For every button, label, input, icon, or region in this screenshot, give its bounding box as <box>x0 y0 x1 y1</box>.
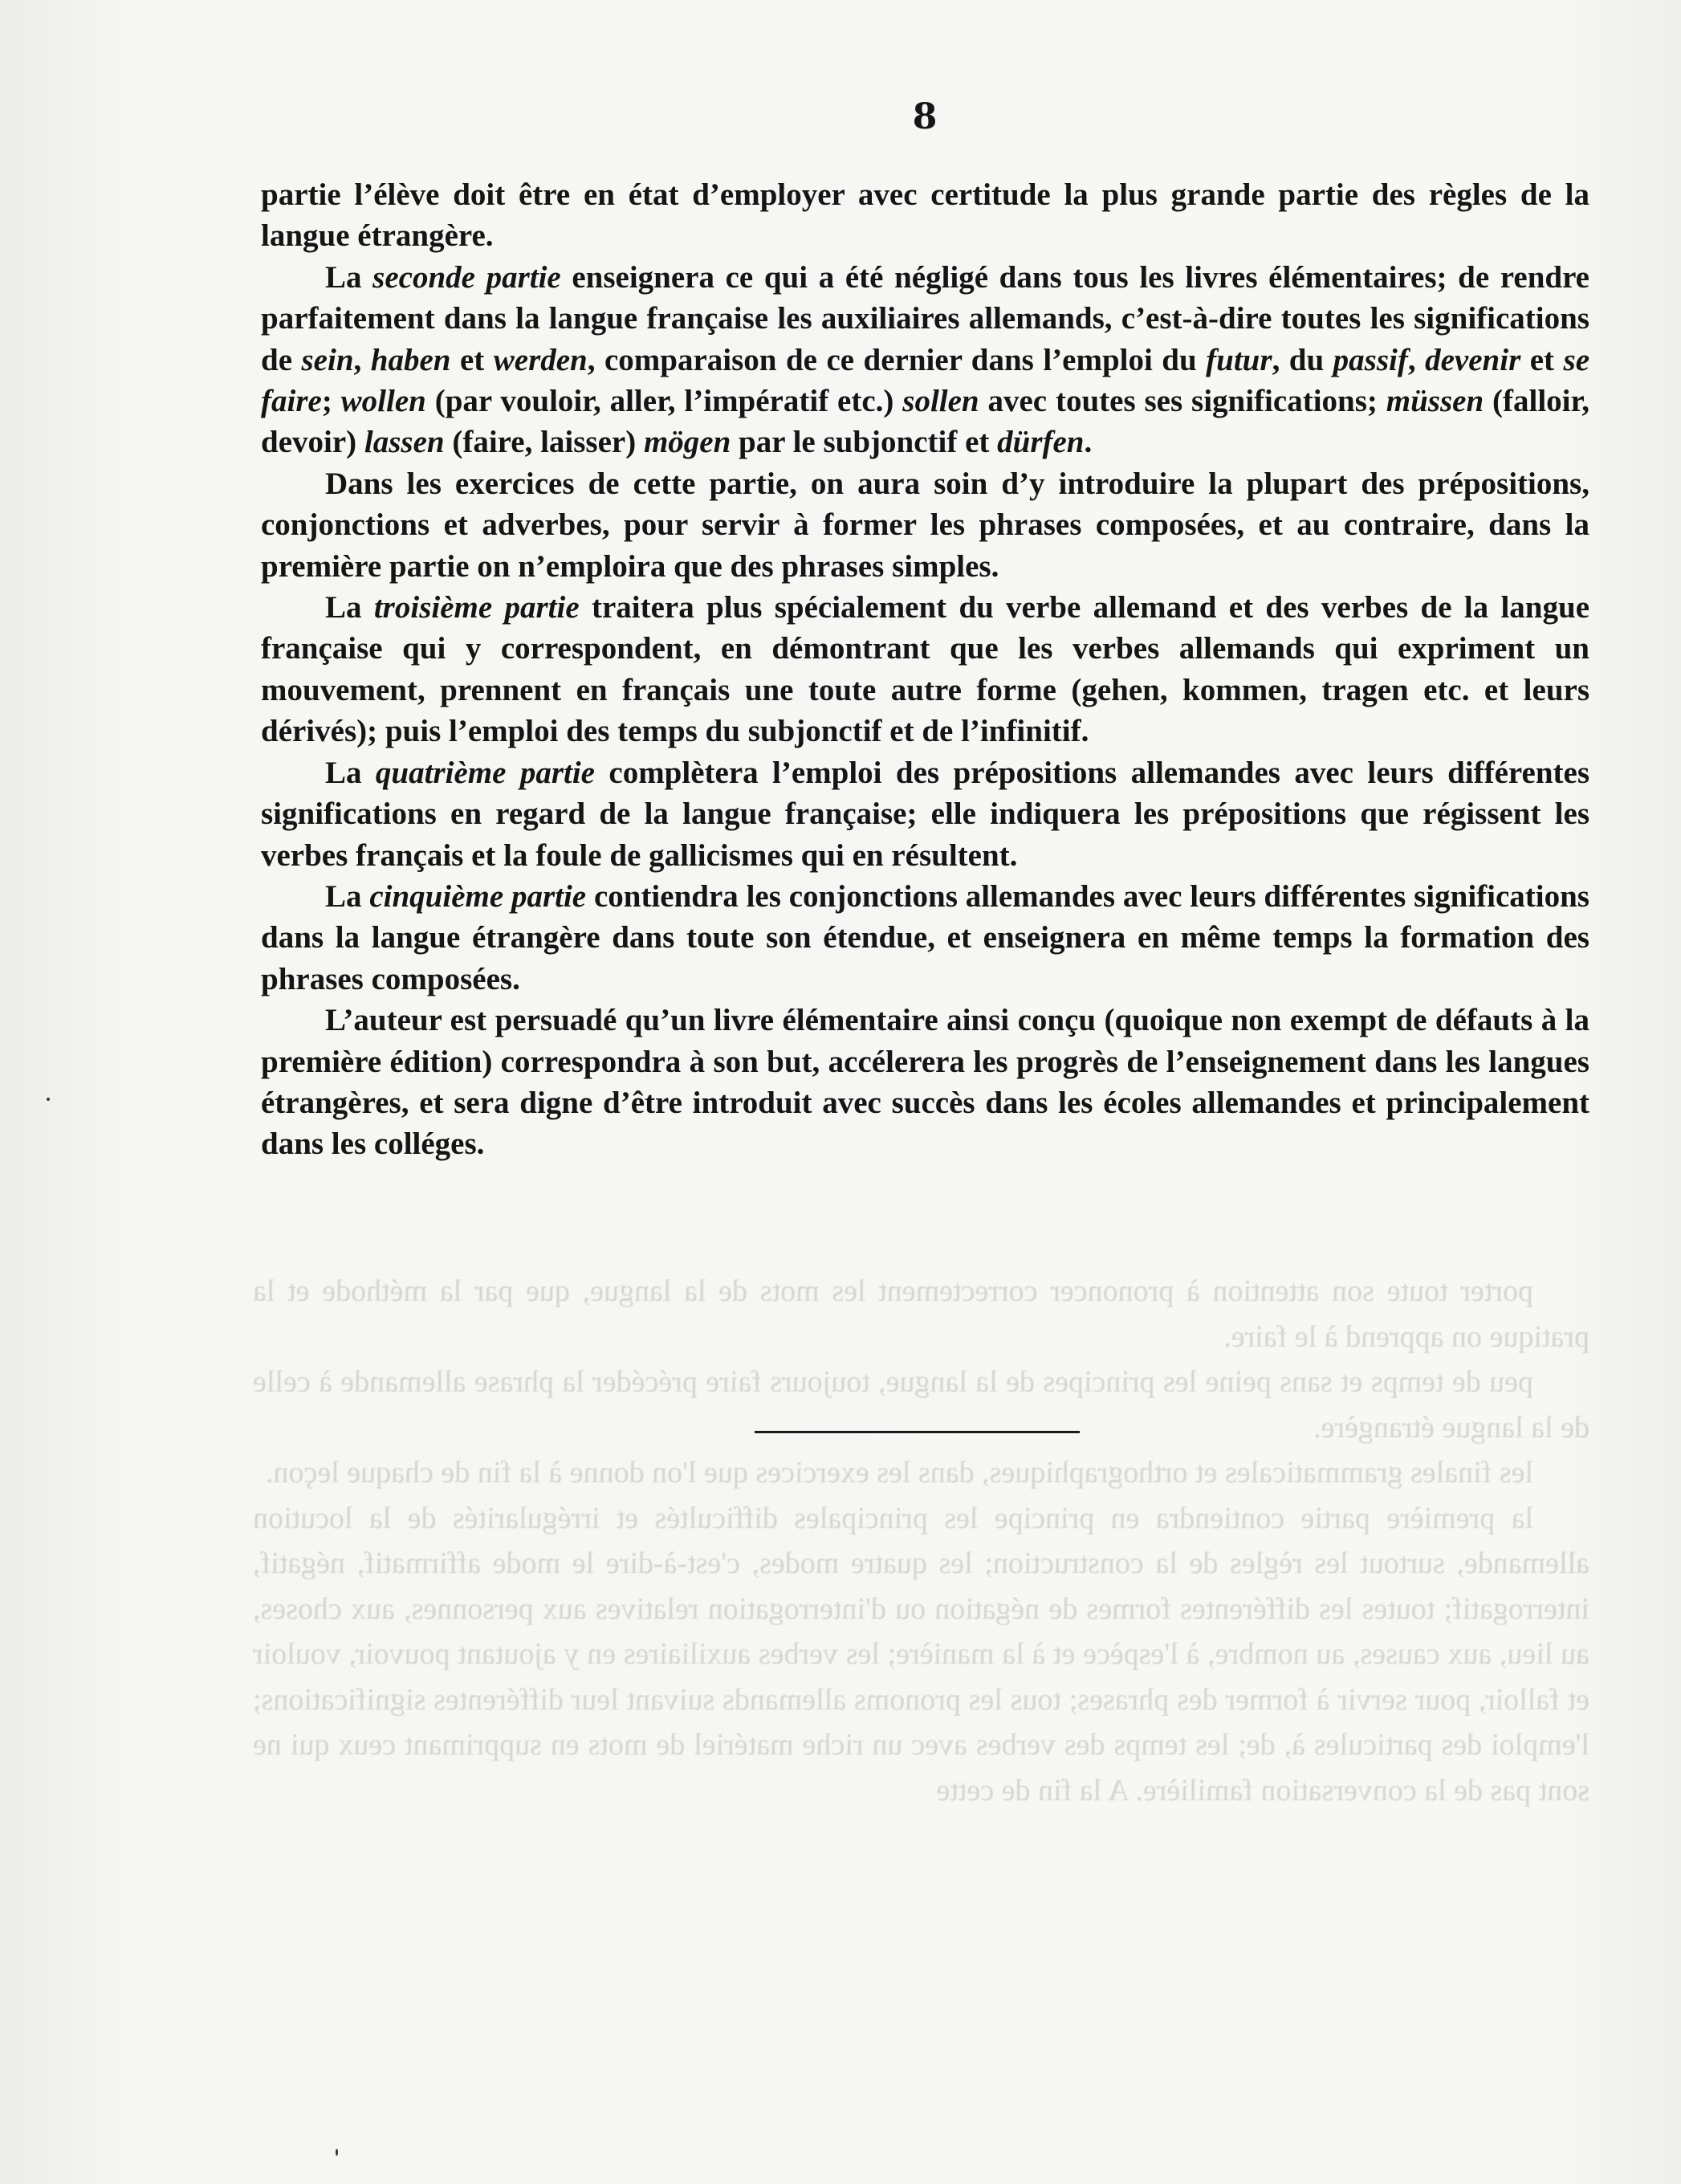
paragraph <box>261 174 1589 257</box>
italic-term: werden <box>493 342 588 377</box>
italic-term: se faire <box>261 342 1590 419</box>
text-run: (par vouloir, aller, l’impératif etc.) <box>425 384 903 419</box>
paragraph <box>261 587 1589 752</box>
italic-term: lassen <box>364 425 445 460</box>
section-rule <box>755 1431 1080 1433</box>
text-run: . <box>1084 425 1093 460</box>
text-run: , <box>1407 342 1426 377</box>
text-run: et <box>1520 342 1564 377</box>
italic-term: müssen <box>1386 384 1484 419</box>
paragraph <box>261 257 1589 463</box>
italic-term: quatrième partie <box>375 755 595 790</box>
italic-term: troisième partie <box>373 590 580 625</box>
text-run: , comparaison de ce dernier dans l’emploi du <box>587 342 1207 377</box>
italic-term: devenir <box>1425 342 1521 377</box>
text-run: et <box>450 342 494 377</box>
text-run: complètera l’emploi des prépositions allemandes avec leurs différentes significations en regard de la langue française; elle indiquera les prépositions que régissent les verbes français et la foule de gallicismes qui en résultent. <box>261 755 1589 873</box>
paragraph <box>261 876 1589 1000</box>
text-run: (falloir, devoir) <box>261 384 1589 460</box>
italic-term: dürfen <box>997 425 1085 460</box>
text-run: La <box>325 590 374 625</box>
text-run: , du <box>1272 342 1333 377</box>
body-text <box>261 174 1589 1165</box>
italic-term: futur <box>1206 342 1272 377</box>
page-number: 8 <box>912 96 938 137</box>
italic-term: sollen <box>902 384 979 419</box>
text-run: ; <box>321 384 341 419</box>
text-run: contiendra les conjonctions allemandes avec leurs différentes significations dans la langue étrangère dans toute son étendue, et enseignera en même temps la formation des phrases composées. <box>261 878 1589 996</box>
text-run: La <box>325 755 376 790</box>
paragraph <box>261 1000 1589 1165</box>
italic-term: cinquième partie <box>369 878 587 914</box>
italic-term: haben <box>370 342 451 377</box>
italic-term: mögen <box>643 425 731 460</box>
text-run: L’auteur est persuadé qu’un livre élémentaire ainsi conçu (quoique non exempt de défauts à la première édition) correspondra à son but, accélerera les progrès de l’enseignement dans les langues étrangères, et sera digne d’être introduit avec succès dans les écoles allemandes et principalement dans les colléges. <box>261 1003 1589 1162</box>
text-run: La <box>325 878 370 914</box>
text-run: par le subjonctif et <box>731 425 998 460</box>
italic-term: passif <box>1333 342 1408 377</box>
show-through-bleed: porter toute son attention à prononcer correctement les mots de la langue, que par la méthode et la pratique on apprend à le faire. peu de temps et sans peine les principes de la langue, toujours faire précéder la phrase allemande à celle de la langue étrangère. les finales grammaticales et orthographiques, dans les exercices que l'on donne à la fin de chaque leçon. la première partie contiendra en principe les principales difficultés et irrégularités de la locution allemande, surtout les règles de la construction; les quatre modes, c'est-à-dire le mode affirmatif, négatif, interrogatif; toutes les différentes formes de négation ou d'interrogation relatives aux personnes, aux choses, au lieu, aux causes, au nombre, à l'espèce et à la manière; les verbes auxiliaires en y ajoutant pouvoir, vouloir et falloir, pour servir à former des phrases; tous les pronoms allemands suivant leur différentes significations; l'emploi des particules à, de; les temps des verbes avec un riche matériel de mots en supprimant ceux qui ne sont pas de la conversation familière. A la fin de cette <box>253 1274 1589 1807</box>
paragraph <box>261 463 1589 587</box>
text-run: (faire, laisser) <box>444 425 644 460</box>
text-run: , <box>353 342 371 377</box>
text-run: Dans les exercices de cette partie, on aura soin d’y introduire la plupart des prépositions, conjonctions et adverbes, pour servir à former les phrases composées, et au contraire, dans la première partie on n’emploira que des phrases simples. <box>261 466 1589 584</box>
scan-speck <box>47 1098 50 1101</box>
scan-speck <box>336 2149 338 2156</box>
italic-term: sein <box>301 342 354 377</box>
paragraph <box>261 752 1589 876</box>
text-run: avec toutes ses significations; <box>979 384 1386 419</box>
text-run: enseignera ce qui a été négligé dans tous les livres élémentaires; de rendre parfaitement dans la langue française les auxiliaires allemands, c’est-à-dire toutes les significations de <box>261 259 1589 377</box>
text-run: traitera plus spécialement du verbe allemand et des verbes de la langue française qui y correspondent, en démontrant que les verbes allemands qui expriment un mouvement, prennent en français une toute autre forme (gehen, kommen, tragen etc. et leurs dérivés); puis l’emploi des temps du subjonctif et de l’infinitif. <box>261 590 1590 749</box>
italic-term: wollen <box>340 384 426 419</box>
italic-term: seconde partie <box>372 259 561 295</box>
text-run: partie l’élève doit être en état d’employer avec certitude la plus grande partie des règles de la langue étrangère. <box>261 177 1589 254</box>
text-run: La <box>325 259 373 295</box>
